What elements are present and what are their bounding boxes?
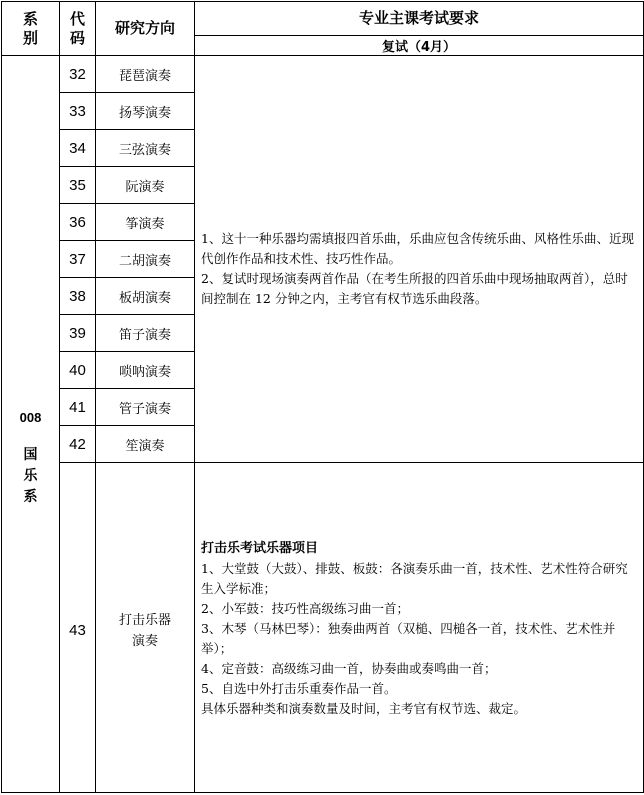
department-name-char-2: 乐 [23,468,38,484]
direction-code: 39 [60,315,96,352]
percussion-code: 43 [60,463,96,793]
direction-name: 三弦演奏 [96,130,195,167]
direction-code: 33 [60,93,96,130]
direction-code: 32 [60,56,96,93]
direction-name: 板胡演奏 [96,278,195,315]
direction-name: 笙演奏 [96,426,195,463]
exam-requirements-table [1,1,644,793]
direction-name: 管子演奏 [96,389,195,426]
percussion-name-line2: 演奏 [131,633,158,649]
direction-name: 扬琴演奏 [96,93,195,130]
direction-name: 二胡演奏 [96,241,195,278]
percussion-item: 4、定音鼓：高级练习曲一首，协奏曲或奏鸣曲一首； [201,660,497,676]
direction-code: 40 [60,352,96,389]
percussion-title: 打击乐考试乐器项目 [201,540,319,556]
percussion-direction [96,463,195,793]
direction-name: 唢呐演奏 [96,352,195,389]
direction-code: 41 [60,389,96,426]
department-name-char-1: 国 [23,447,38,463]
header-dept: 系 别 [2,2,60,56]
percussion-name-line1: 打击乐器 [118,612,171,628]
requirement-item: 1、这十一种乐器均需填报四首乐曲，乐曲应包含传统乐曲、风格性乐曲、近现代创作作品和技术性、技巧性作品。 [201,231,634,266]
direction-code: 38 [60,278,96,315]
header-retest: 复试（4月） [195,36,644,56]
percussion-item: 2、小军鼓：技巧性高级练习曲一首； [201,600,409,616]
percussion-item: 3、木琴（马林巴琴）：独奏曲两首（双槌、四槌各一首，技术性、艺术性并举）； [201,620,616,656]
direction-name: 阮演奏 [96,167,195,204]
department-name-char-3: 系 [23,489,38,505]
percussion-item: 1、大堂鼓（大鼓）、排鼓、板鼓：各演奏乐曲一首，技术性、艺术性符合研究生入学标准； [201,560,628,596]
header-requirement: 专业主课考试要求 [195,2,644,36]
direction-code: 34 [60,130,96,167]
direction-name: 琵琶演奏 [96,56,195,93]
percussion-item: 5、自选中外打击乐重奏作品一首。 [201,680,397,696]
requirement-group-1 [195,56,644,463]
department-cell [2,56,60,793]
direction-code: 42 [60,426,96,463]
percussion-requirements [195,463,644,793]
department-code: 008 [19,410,42,425]
header-direction: 研究方向 [96,2,195,56]
direction-name: 笛子演奏 [96,315,195,352]
header-code: 代 码 [60,2,96,56]
direction-code: 35 [60,167,96,204]
direction-code: 37 [60,241,96,278]
requirement-item: 2、复试时现场演奏两首作品（在考生所报的四首乐曲中现场抽取两首），总时间控制在 12 分钟之内，主考官有权节选乐曲段落。 [201,271,628,306]
percussion-item: 具体乐器种类和演奏数量及时间，主考官有权节选、裁定。 [201,700,527,716]
direction-code: 36 [60,204,96,241]
direction-name: 筝演奏 [96,204,195,241]
